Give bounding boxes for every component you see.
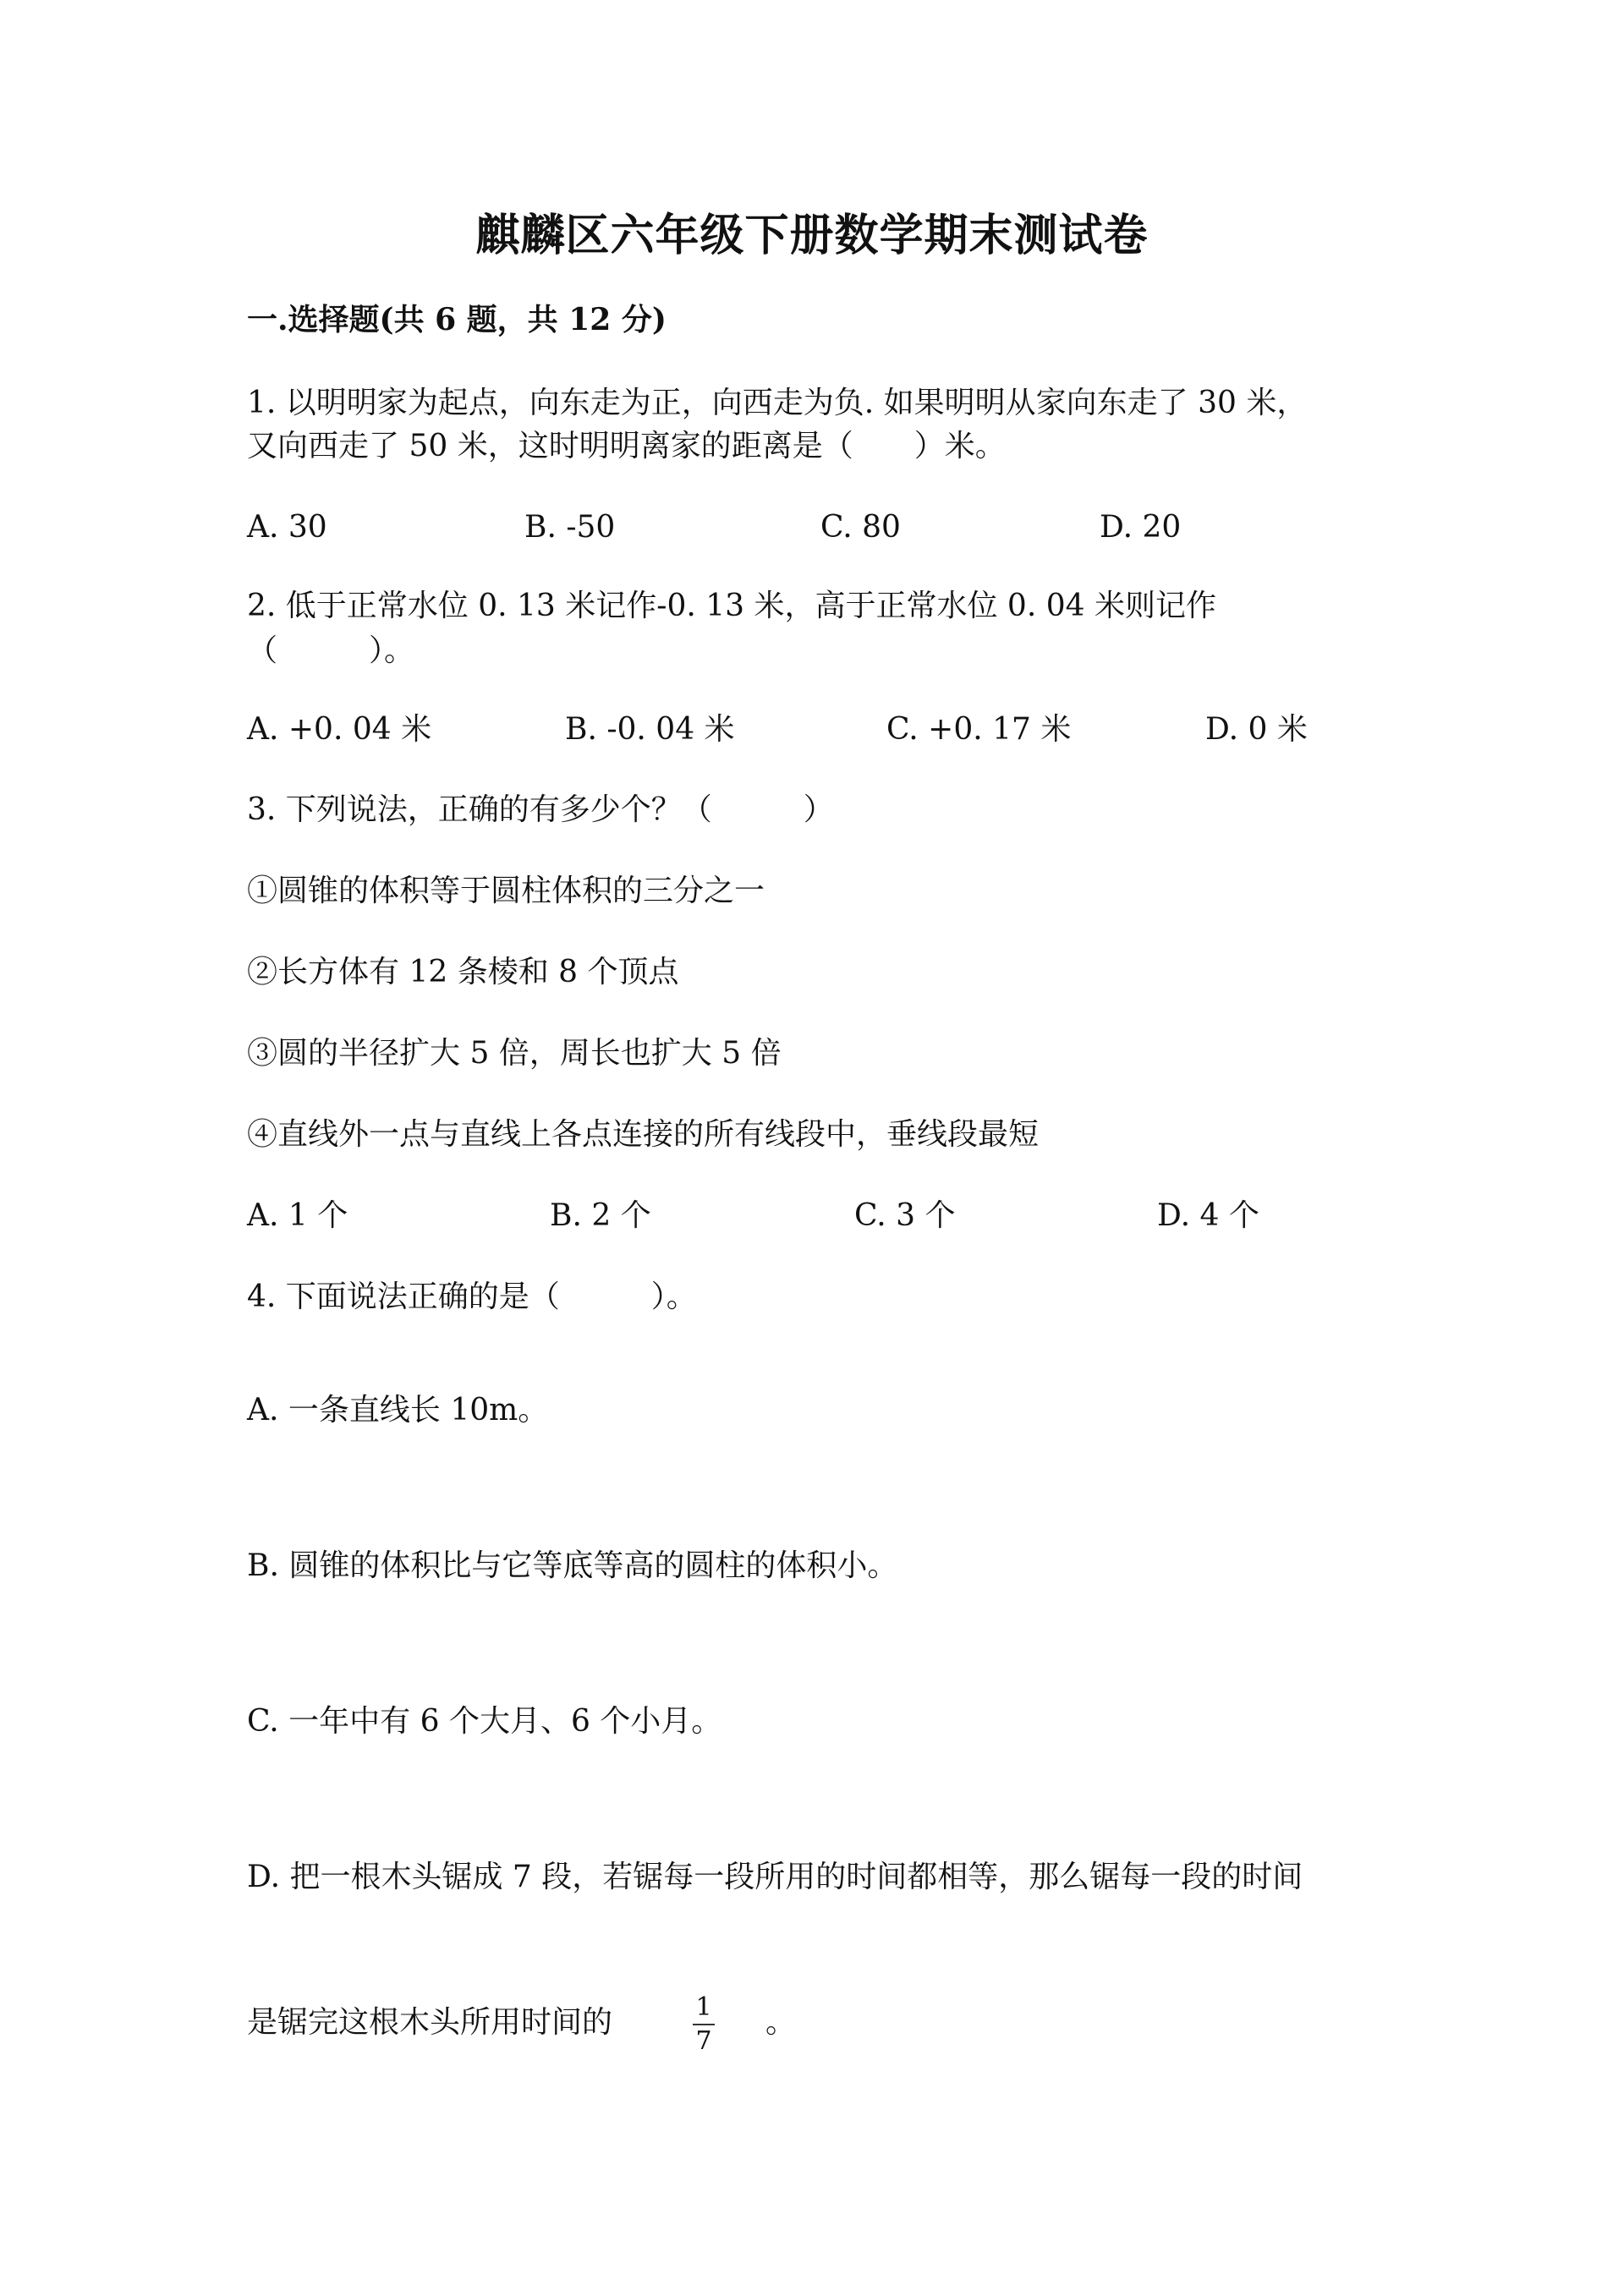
q3-statement-1: ①圆锥的体积等于圆柱体积的三分之一 — [247, 874, 765, 908]
q3-option-d: D. 4 个 — [1157, 1198, 1259, 1233]
fraction-numerator: 1 — [695, 1992, 712, 2022]
q1-option-d: D. 20 — [1100, 510, 1182, 545]
q4-option-d-end: 。 — [765, 2005, 797, 2040]
q4-option-c: C. 一年中有 6 个大月、6 个小月。 — [247, 1704, 722, 1739]
q1-option-a: A. 30 — [247, 510, 327, 545]
fraction-bar — [693, 2024, 715, 2025]
q3-statement-3: ③圆的半径扩大 5 倍，周长也扩大 5 倍 — [247, 1036, 782, 1071]
q1-option-b: B. -50 — [524, 510, 616, 545]
q2-option-c: C. +0. 17 米 — [886, 712, 1072, 747]
q3-option-c: C. 3 个 — [854, 1198, 956, 1233]
q4-option-b: B. 圆锥的体积比与它等底等高的圆柱的体积小。 — [247, 1548, 898, 1583]
q1-stem-line1: 1. 以明明家为起点，向东走为正，向西走为负. 如果明明从家向东走了 30 米， — [247, 386, 1308, 420]
page-title: 麒麟区六年级下册数学期末测试卷 — [475, 210, 1149, 261]
q3-option-b: B. 2 个 — [550, 1198, 651, 1233]
q3-statement-4: ④直线外一点与直线上各点连接的所有线段中，垂线段最短 — [247, 1117, 1040, 1152]
q2-option-d: D. 0 米 — [1205, 712, 1308, 747]
q2-stem-line2: （ ）。 — [247, 633, 415, 668]
fraction-denominator: 7 — [695, 2026, 712, 2056]
q2-option-a: A. +0. 04 米 — [247, 712, 432, 747]
q2-stem-line1: 2. 低于正常水位 0. 13 米记作-0. 13 米，高于正常水位 0. 04 米则记作 — [247, 589, 1216, 623]
q4-option-d-line2: 是锯完这根木头所用时间的 — [247, 2005, 613, 2040]
q3-stem: 3. 下列说法，正确的有多少个？（ ） — [247, 792, 834, 827]
q1-stem-line2: 又向西走了 50 米，这时明明离家的距离是（ ）米。 — [247, 429, 1006, 463]
q4-stem: 4. 下面说法正确的是（ ）。 — [247, 1280, 697, 1314]
section-heading: 一.选择题(共 6 题，共 12 分) — [247, 302, 667, 337]
q1-option-c: C. 80 — [820, 510, 901, 545]
q3-option-a: A. 1 个 — [247, 1198, 348, 1233]
q3-statement-2: ②长方体有 12 条棱和 8 个顶点 — [247, 955, 679, 989]
q4-option-a: A. 一条直线长 10m。 — [247, 1393, 549, 1427]
q4-option-d-line1: D. 把一根木头锯成 7 段，若锯每一段所用的时间都相等，那么锯每一段的时间 — [247, 1860, 1303, 1894]
q2-option-b: B. -0. 04 米 — [565, 712, 735, 747]
fraction-one-seventh — [687, 1993, 721, 2056]
